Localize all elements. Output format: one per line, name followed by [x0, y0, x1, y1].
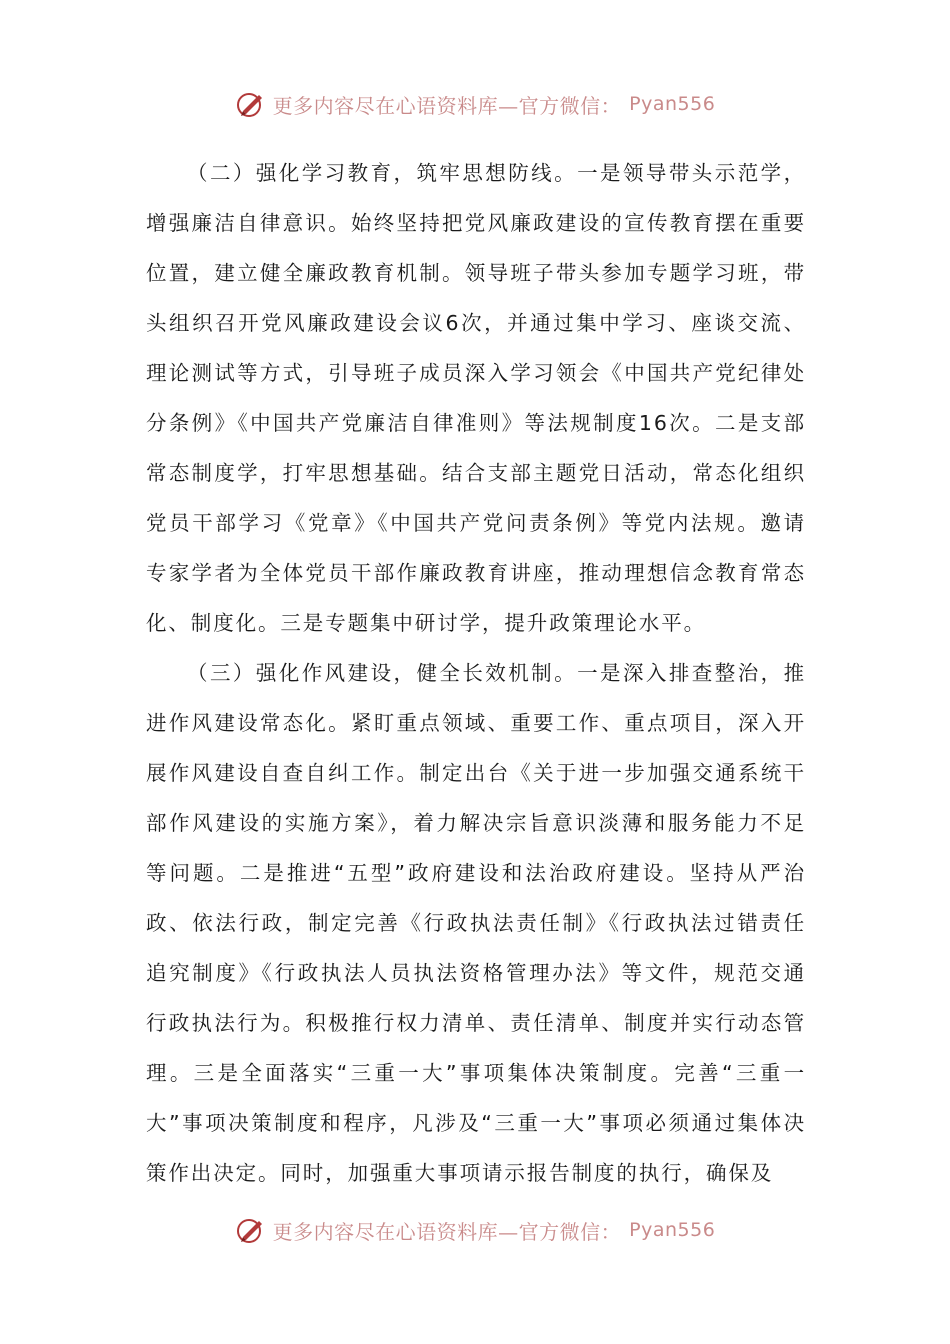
header-banner-title: 更多内容尽在心语资料库—官方微信：	[272, 93, 622, 118]
document-body	[146, 148, 806, 1198]
header-banner-wechat-id: Pyan556	[629, 93, 716, 115]
header-banner	[0, 84, 950, 124]
footer-banner-wechat-id: Pyan556	[629, 1219, 716, 1241]
footer-banner	[0, 1210, 950, 1250]
paragraph: （二）强化学习教育，筑牢思想防线。一是领导带头示范学，增强廉洁自律意识。始终坚持把党风廉政建设的宣传教育摆在重要位置，建立健全廉政教育机制。领导班子带头参加专题学习班，带头组织召开党风廉政建设会议6次，并通过集中学习、座谈交流、理论测试等方式，引导班子成员深入学习领会《中国共产党纪律处分条例》《中国共产党廉洁自律准则》等法规制度16次。二是支部常态制度学，打牢思想基础。结合支部主题党日活动，常态化组织党员干部学习《党章》《中国共产党问责条例》等党内法规。邀请专家学者为全体党员干部作廉政教育讲座，推动理想信念教育常态化、制度化。三是专题集中研讨学，提升政策理论水平。	[146, 161, 806, 635]
paragraph: （三）强化作风建设，健全长效机制。一是深入排查整治，推进作风建设常态化。紧盯重点领域、重要工作、重点项目，深入开展作风建设自查自纠工作。制定出台《关于进一步加强交通系统干部作风建设的实施方案》，着力解决宗旨意识淡薄和服务能力不足等问题。二是推进“五型”政府建设和法治政府建设。坚持从严治政、依法行政，制定完善《行政执法责任制》《行政执法过错责任追究制度》《行政执法人员执法资格管理办法》等文件，规范交通行政执法行为。积极推行权力清单、责任清单、制度并实行动态管理。三是全面落实“三重一大”事项集体决策制度。完善“三重一大”事项决策制度和程序，凡涉及“三重一大”事项必须通过集体决策作出决定。同时，加强重大事项请示报告制度的执行，确保及	[146, 661, 806, 1185]
pen-logo-icon	[235, 1215, 265, 1245]
footer-banner-title: 更多内容尽在心语资料库—官方微信：	[272, 1219, 622, 1244]
pen-logo-icon	[235, 89, 265, 119]
